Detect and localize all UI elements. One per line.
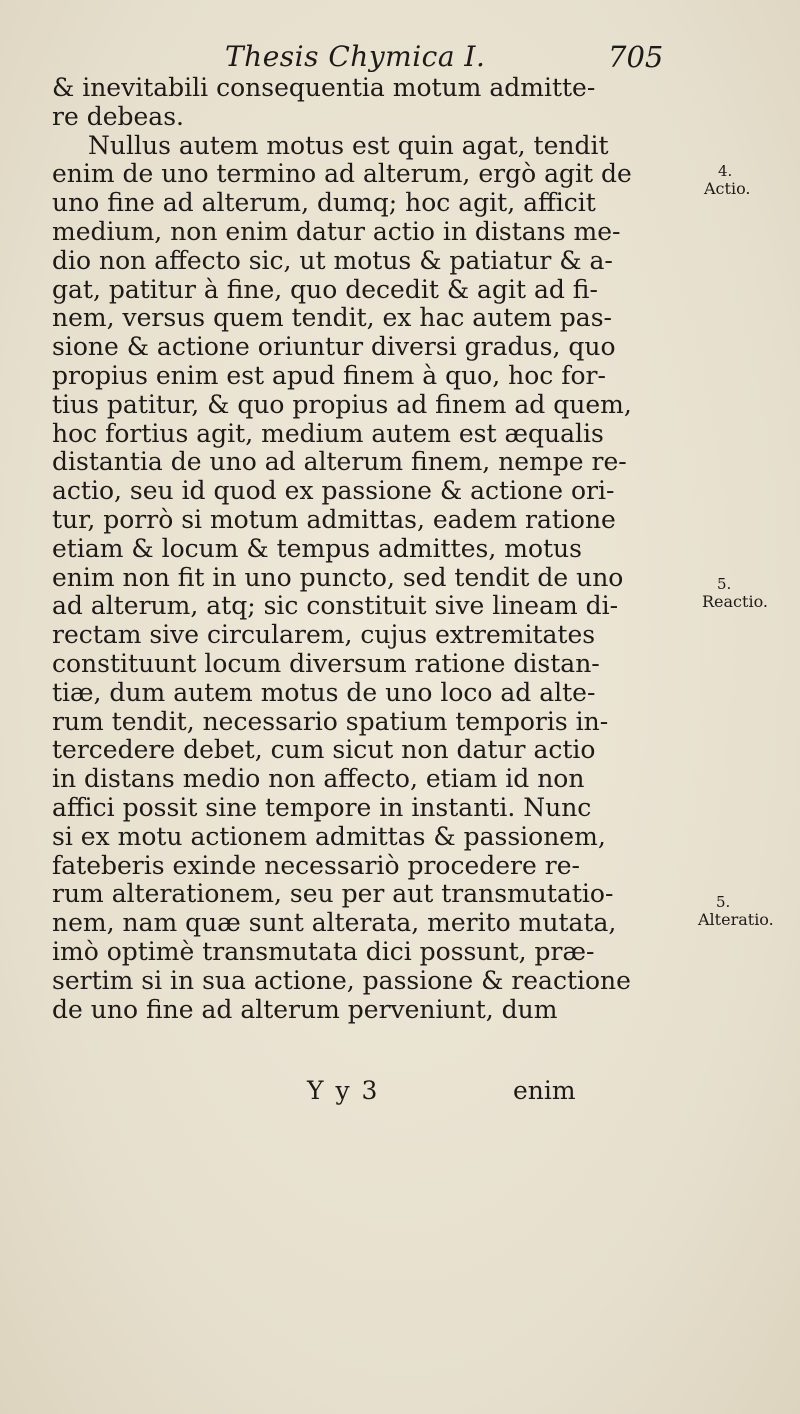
text-line: propius enim est apud finem à quo, hoc for- <box>52 360 606 390</box>
text-line: medium, non enim datur actio in distans me- <box>52 216 621 246</box>
text-line: de uno fine ad alterum perveniunt, dum <box>52 994 558 1024</box>
text-line: tius patitur, & quo propius ad finem ad quem, <box>52 389 632 419</box>
running-title: Thesis Chymica I. <box>225 40 486 73</box>
text-line: enim non fit in uno puncto, sed tendit de uno <box>52 562 624 592</box>
text-line: hoc fortius agit, medium autem est æqualis <box>52 418 604 448</box>
text-line: sertim si in sua actione, passione & reactione <box>52 965 631 995</box>
text-line: etiam & locum & tempus admittes, motus <box>52 533 582 563</box>
page-number: 705 <box>608 40 664 74</box>
text-line: nem, versus quem tendit, ex hac autem pas- <box>52 303 612 333</box>
text-line: rum alterationem, seu per aut transmutatio- <box>52 879 614 909</box>
text-line: tiæ, dum autem motus de uno loco ad alte- <box>52 677 596 707</box>
page-footer <box>0 1076 800 1110</box>
text-line: rectam sive circularem, cujus extremitates <box>52 620 596 650</box>
text-line: dio non affecto sic, ut motus & patiatur & a- <box>52 245 613 275</box>
text-line: uno fine ad alterum, dumq; hoc agit, afficit <box>52 188 596 218</box>
catchword: enim <box>513 1076 576 1105</box>
text-line: nem, nam quæ sunt alterata, merito mutata, <box>52 908 617 938</box>
text-line: & inevitabili consequentia motum admitte- <box>52 73 596 102</box>
paragraph-start-line: Nullus autem motus est quin agat, tendit <box>88 130 609 160</box>
margin-note-label: Alteratio. <box>698 910 774 929</box>
margin-note-number: 5. <box>716 893 731 911</box>
text-line: si ex motu actionem admittas & passionem, <box>52 821 606 851</box>
margin-note-reactio <box>702 575 768 611</box>
text-line: rum tendit, necessario spatium temporis in- <box>52 706 609 736</box>
text-line: ad alterum, atq; sic constituit sive lineam di- <box>52 591 619 621</box>
text-line: affici possit sine tempore in instanti. Nunc <box>52 792 592 822</box>
text-line: fateberis exinde necessariò procedere re- <box>52 850 580 880</box>
margin-note-number: 4. <box>718 162 733 180</box>
margin-note-actio <box>704 162 751 198</box>
text-line: imò optimè transmutata dici possunt, præ- <box>52 936 595 966</box>
margin-note-alteratio <box>698 893 774 929</box>
text-line: tercedere debet, cum sicut non datur actio <box>52 735 596 765</box>
text-line: re debeas. <box>52 101 184 131</box>
text-line: distantia de uno ad alterum finem, nempe re- <box>52 447 627 477</box>
text-line: sione & actione oriuntur diversi gradus, quo <box>52 332 616 362</box>
text-line: gat, patitur à fine, quo decedit & agit ad fi- <box>52 274 598 304</box>
body-text <box>52 74 692 1024</box>
margin-note-label: Reactio. <box>702 592 768 611</box>
text-line: enim de uno termino ad alterum, ergò agit de <box>52 159 632 189</box>
text-line: tur, porrò si motum admittas, eadem ratione <box>52 504 616 534</box>
text-line: constituunt locum diversum ratione distan- <box>52 648 600 678</box>
text-line: in distans medio non affecto, etiam id non <box>52 764 585 794</box>
signature-mark: Y y 3 <box>307 1076 380 1105</box>
margin-note-label: Actio. <box>704 179 751 198</box>
margin-note-number: 5. <box>717 575 732 593</box>
text-line: actio, seu id quod ex passione & actione ori- <box>52 476 615 506</box>
